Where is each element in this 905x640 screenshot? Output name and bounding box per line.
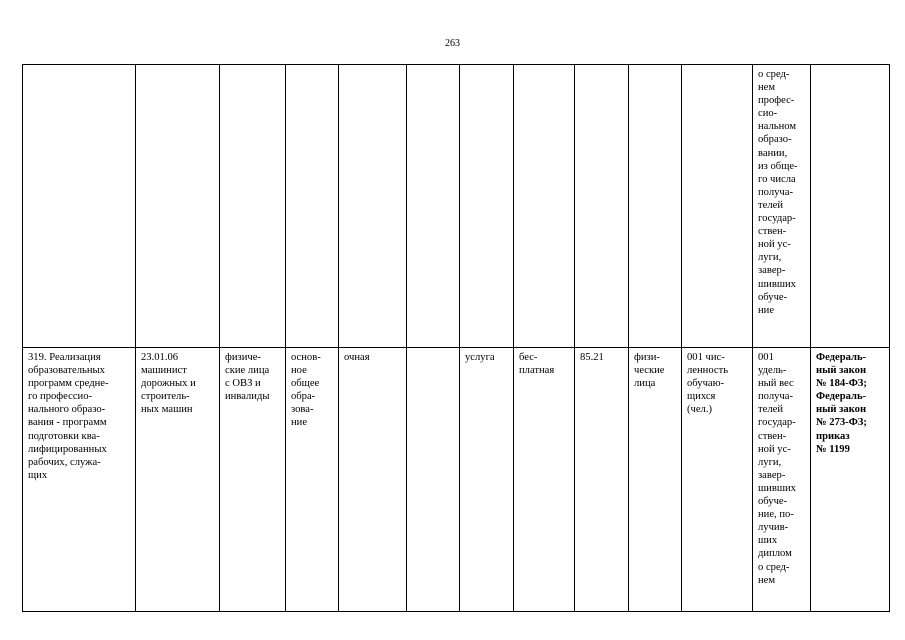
- cell-empty: [286, 65, 339, 348]
- cell-empty: [575, 65, 629, 348]
- cell-study-form: очная: [339, 348, 407, 612]
- cell-quality-indicator: 001 удель- ный вес получа- телей государ- ствен- ной ус- луги, завер- шивших обуче- ние, по- лучив- ших диплом о сред- нем: [753, 348, 811, 612]
- cell-okved: 85.21: [575, 348, 629, 612]
- cell-legal-basis: Федераль- ный закон № 184-ФЗ; Федераль- ный закон № 273-ФЗ; приказ № 1199: [811, 348, 890, 612]
- cell-empty: [811, 65, 890, 348]
- cell-empty: [460, 65, 514, 348]
- cell-empty: [339, 65, 407, 348]
- cell-empty: [220, 65, 286, 348]
- cell-quality-indicator-tail: о сред- нем профес- сио- нальном образо- вании, из обще- го числа получа- телей государ- ствен- ной ус- луги, завер- шивших обуче- ние: [753, 65, 811, 348]
- table-row-continuation: [23, 65, 890, 348]
- cell-empty: [682, 65, 753, 348]
- cell-volume-indicator: 001 чис- ленность обучаю- щихся (чел.): [682, 348, 753, 612]
- cell-empty: [407, 65, 460, 348]
- page-number: 263: [445, 38, 460, 49]
- cell-empty: [23, 65, 136, 348]
- cell-education-level: основ- ное общее обра- зова- ние: [286, 348, 339, 612]
- table-row-319: [23, 348, 890, 612]
- cell-recipients: физи- ческие лица: [629, 348, 682, 612]
- cell-extra: [407, 348, 460, 612]
- cell-type: услуга: [460, 348, 514, 612]
- cell-service-name: 319. Реализация образовательных программ средне- го профессио- нального образо- вания - программ подготовки ква- лифицированных рабочих, служа- щих: [23, 348, 136, 612]
- cell-profession-code: 23.01.06 машинист дорожных и строитель- ных машин: [136, 348, 220, 612]
- cell-recipient-category: физиче- ские лица с ОВЗ и инвалиды: [220, 348, 286, 612]
- cell-empty: [136, 65, 220, 348]
- services-table: [22, 64, 890, 612]
- cell-empty: [629, 65, 682, 348]
- cell-payment: бес- платная: [514, 348, 575, 612]
- cell-empty: [514, 65, 575, 348]
